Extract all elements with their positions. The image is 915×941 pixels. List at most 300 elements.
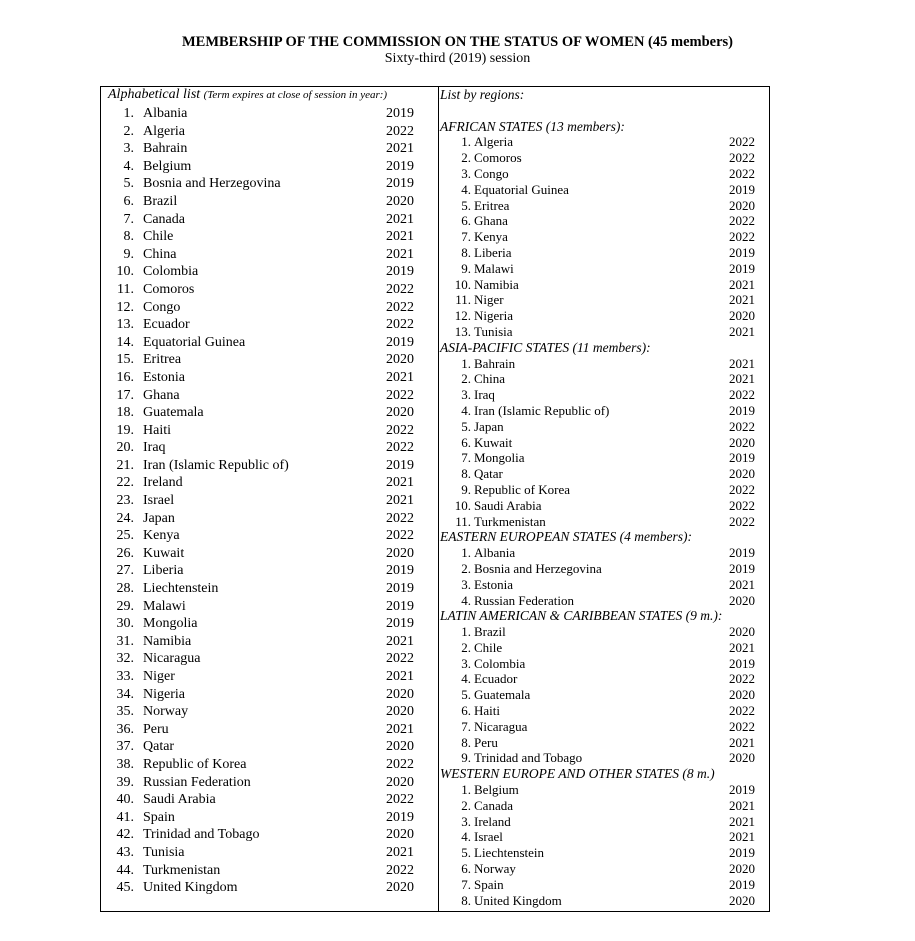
member-year: 2020 xyxy=(386,352,414,368)
member-year: 2022 xyxy=(386,281,414,297)
column-divider xyxy=(438,86,439,912)
region-member-name: Ireland xyxy=(474,813,511,829)
member-num: 31. xyxy=(116,633,134,649)
region-member-year: 2019 xyxy=(729,545,755,561)
region-list-item xyxy=(440,640,760,656)
list-item xyxy=(108,193,428,211)
region-member-num: 7. xyxy=(461,450,471,466)
member-year: 2019 xyxy=(386,598,414,614)
member-year: 2020 xyxy=(386,545,414,561)
region-list-item xyxy=(440,277,760,293)
region-member-name: Congo xyxy=(474,165,509,181)
region-member-year: 2021 xyxy=(729,576,755,592)
region-list-item xyxy=(440,719,760,735)
list-item xyxy=(108,598,428,616)
member-num: 43. xyxy=(116,844,134,860)
member-num: 15. xyxy=(116,352,134,368)
member-name: Canada xyxy=(143,211,185,227)
member-year: 2021 xyxy=(386,369,414,385)
member-year: 2020 xyxy=(386,704,414,720)
region-member-num: 1. xyxy=(461,624,471,640)
region-member-year: 2022 xyxy=(729,481,755,497)
member-name: Qatar xyxy=(143,739,175,755)
region-member-year: 2022 xyxy=(729,150,755,166)
region-member-year: 2020 xyxy=(729,624,755,640)
region-member-name: Canada xyxy=(474,797,513,813)
member-year: 2021 xyxy=(386,669,414,684)
region-member-year: 2020 xyxy=(729,434,755,450)
list-item xyxy=(108,105,428,123)
region-member-year: 2021 xyxy=(729,323,755,339)
member-year: 2020 xyxy=(386,739,414,755)
list-item xyxy=(108,140,428,158)
list-item xyxy=(108,774,428,792)
region-member-year: 2019 xyxy=(729,181,755,197)
member-year: 2022 xyxy=(386,440,414,456)
region-member-year: 2021 xyxy=(729,797,755,813)
region-member-name: Spain xyxy=(474,876,504,892)
region-member-name: Japan xyxy=(474,418,504,434)
member-name: Congo xyxy=(143,299,181,315)
region-member-year: 2019 xyxy=(729,244,755,260)
list-item xyxy=(108,299,428,317)
member-name: Haiti xyxy=(143,422,171,438)
member-year: 2019 xyxy=(386,809,414,825)
member-num: 36. xyxy=(116,721,134,737)
region-member-year: 2019 xyxy=(729,876,755,892)
region-member-name: Belgium xyxy=(474,782,519,798)
member-num: 4. xyxy=(123,158,134,174)
list-item xyxy=(108,703,428,721)
list-item xyxy=(108,879,428,897)
region-member-year: 2020 xyxy=(729,861,755,877)
member-num: 21. xyxy=(116,457,134,473)
region-member-name: Liechtenstein xyxy=(474,845,545,861)
list-item xyxy=(108,369,428,387)
member-name: Bahrain xyxy=(143,141,188,157)
member-num: 7. xyxy=(123,211,134,227)
member-name: Tunisia xyxy=(143,844,185,860)
member-name: Guatemala xyxy=(143,405,204,421)
member-year: 2019 xyxy=(386,158,414,174)
member-name: Albania xyxy=(143,106,188,121)
region-member-num: 3. xyxy=(461,813,471,829)
list-item xyxy=(108,404,428,422)
region-member-num: 9. xyxy=(461,481,471,497)
region-list-item xyxy=(440,166,760,182)
member-num: 17. xyxy=(116,387,134,403)
member-year: 2022 xyxy=(386,123,414,139)
member-name: Ireland xyxy=(143,475,183,491)
member-year: 2020 xyxy=(386,880,414,896)
member-year: 2022 xyxy=(386,317,414,333)
region-member-name: Iran (Islamic Republic of) xyxy=(474,402,610,418)
region-member-year: 2021 xyxy=(729,829,755,845)
region-member-name: Haiti xyxy=(474,703,500,719)
member-name: Ghana xyxy=(143,387,180,403)
region-list-item xyxy=(440,624,760,640)
member-year: 2019 xyxy=(386,581,414,597)
member-year: 2019 xyxy=(386,616,414,632)
region-member-name: Norway xyxy=(474,861,516,877)
member-name: Eritrea xyxy=(143,352,182,368)
region-member-num: 10. xyxy=(454,276,471,292)
region-member-name: Peru xyxy=(474,734,498,750)
member-name: Brazil xyxy=(143,193,178,209)
member-num: 6. xyxy=(123,193,134,209)
region-member-name: Chile xyxy=(474,639,503,655)
region-member-num: 8. xyxy=(461,892,471,908)
member-name: Japan xyxy=(143,510,175,526)
region-member-num: 9. xyxy=(461,260,471,276)
region-member-year: 2022 xyxy=(729,497,755,513)
list-item xyxy=(108,580,428,598)
region-list-item xyxy=(440,656,760,672)
page-title: MEMBERSHIP OF THE COMMISSION ON THE STATUS OF WOMEN (45 members) xyxy=(181,34,734,50)
list-item xyxy=(108,211,428,229)
region-member-name: Russian Federation xyxy=(474,592,575,608)
list-item xyxy=(108,721,428,739)
member-name: Belgium xyxy=(143,158,192,174)
region-member-year: 2021 xyxy=(729,276,755,292)
member-year: 2022 xyxy=(386,528,414,544)
region-member-num: 5. xyxy=(461,687,471,703)
region-list-item xyxy=(440,671,760,687)
region-member-name: Tunisia xyxy=(474,323,513,339)
region-member-year: 2019 xyxy=(729,782,755,798)
region-member-num: 6. xyxy=(461,213,471,229)
member-year: 2021 xyxy=(386,141,414,157)
region-list-item xyxy=(440,545,760,561)
member-num: 40. xyxy=(116,792,134,808)
list-item xyxy=(108,387,428,405)
list-item xyxy=(108,175,428,193)
region-member-num: 2. xyxy=(461,797,471,813)
region-member-name: Saudi Arabia xyxy=(474,497,542,513)
region-member-name: Kenya xyxy=(474,229,508,245)
list-item xyxy=(108,809,428,827)
list-item xyxy=(108,650,428,668)
member-year: 2021 xyxy=(386,493,414,509)
region-member-num: 4. xyxy=(461,402,471,418)
list-item xyxy=(108,862,428,880)
region-member-year: 2021 xyxy=(729,734,755,750)
list-item xyxy=(108,668,428,686)
region-list-item xyxy=(440,593,760,609)
member-name: Malawi xyxy=(143,598,186,614)
member-num: 1. xyxy=(123,106,134,121)
region-member-name: Guatemala xyxy=(474,687,531,703)
region-member-num: 4. xyxy=(461,592,471,608)
region-list-item xyxy=(440,814,760,830)
region-member-name: Namibia xyxy=(474,276,519,292)
member-year: 2021 xyxy=(386,721,414,737)
region-member-num: 6. xyxy=(461,861,471,877)
region-list-item xyxy=(440,482,760,498)
region-member-name: Niger xyxy=(474,292,504,308)
region-list-item xyxy=(440,324,760,340)
member-year: 2021 xyxy=(386,229,414,245)
region-list-item xyxy=(440,829,760,845)
member-num: 44. xyxy=(116,862,134,878)
region-member-name: Comoros xyxy=(474,150,522,166)
member-num: 27. xyxy=(116,563,134,579)
region-member-year: 2019 xyxy=(729,260,755,276)
member-num: 42. xyxy=(116,827,134,843)
member-num: 30. xyxy=(116,616,134,632)
member-name: Saudi Arabia xyxy=(143,792,216,808)
member-num: 12. xyxy=(116,299,134,315)
member-num: 38. xyxy=(116,756,134,772)
region-member-num: 4. xyxy=(461,671,471,687)
region-member-name: Bosnia and Herzegovina xyxy=(474,560,602,576)
region-member-num: 1. xyxy=(461,355,471,371)
member-num: 26. xyxy=(116,545,134,561)
list-item xyxy=(108,756,428,774)
list-item xyxy=(108,246,428,264)
region-member-num: 12. xyxy=(454,308,471,324)
list-item xyxy=(108,633,428,651)
alphabetical-heading-label: Alphabetical list xyxy=(108,87,201,102)
region-member-num: 7. xyxy=(461,229,471,245)
member-year: 2020 xyxy=(386,827,414,843)
member-name: Nigeria xyxy=(143,686,185,702)
member-name: Ecuador xyxy=(143,317,190,333)
region-member-num: 11. xyxy=(455,292,471,308)
region-member-year: 2021 xyxy=(729,639,755,655)
region-list-item xyxy=(440,845,760,861)
member-num: 2. xyxy=(123,123,134,139)
region-member-num: 7. xyxy=(461,718,471,734)
member-year: 2022 xyxy=(386,651,414,667)
region-member-num: 3. xyxy=(461,165,471,181)
region-member-year: 2022 xyxy=(729,671,755,687)
list-item xyxy=(108,738,428,756)
region-list-item xyxy=(440,798,760,814)
region-title: EASTERN EUROPEAN STATES (4 members): xyxy=(440,529,692,545)
member-year: 2019 xyxy=(386,563,414,579)
region-member-year: 2022 xyxy=(729,134,755,150)
region-member-year: 2022 xyxy=(729,165,755,181)
region-list-item xyxy=(440,308,760,324)
region-member-num: 7. xyxy=(461,876,471,892)
region-list-item xyxy=(440,893,760,909)
member-year: 2019 xyxy=(386,264,414,280)
list-item xyxy=(108,545,428,563)
member-year: 2022 xyxy=(386,756,414,772)
region-list-item xyxy=(440,703,760,719)
region-member-num: 1. xyxy=(461,545,471,561)
member-num: 5. xyxy=(123,176,134,192)
member-year: 2019 xyxy=(386,176,414,192)
member-year: 2019 xyxy=(386,106,414,121)
list-item xyxy=(108,844,428,862)
region-member-year: 2019 xyxy=(729,402,755,418)
region-member-num: 6. xyxy=(461,703,471,719)
region-list-item xyxy=(440,877,760,893)
member-name: Norway xyxy=(143,704,189,720)
region-member-num: 8. xyxy=(461,466,471,482)
member-year: 2019 xyxy=(386,334,414,350)
member-num: 35. xyxy=(116,704,134,720)
region-member-num: 8. xyxy=(461,244,471,260)
region-list-item xyxy=(440,498,760,514)
member-year: 2020 xyxy=(386,686,414,702)
member-name: Liberia xyxy=(143,563,184,579)
region-member-year: 2022 xyxy=(729,718,755,734)
region-list-item xyxy=(440,150,760,166)
alphabetical-heading xyxy=(108,87,387,103)
region-member-name: Turkmenistan xyxy=(474,513,546,529)
region-member-num: 3. xyxy=(461,387,471,403)
member-num: 32. xyxy=(116,651,134,667)
member-name: Israel xyxy=(143,493,175,509)
member-year: 2020 xyxy=(386,193,414,209)
list-item xyxy=(108,334,428,352)
region-member-name: Trinidad and Tobago xyxy=(474,750,583,766)
member-name: Bosnia and Herzegovina xyxy=(143,176,281,192)
region-member-num: 3. xyxy=(461,655,471,671)
alphabetical-list xyxy=(108,105,428,897)
region-member-num: 2. xyxy=(461,560,471,576)
region-member-year: 2021 xyxy=(729,292,755,308)
region-member-num: 3. xyxy=(461,576,471,592)
region-member-name: Estonia xyxy=(474,576,513,592)
member-num: 11. xyxy=(117,281,134,297)
member-num: 10. xyxy=(116,264,134,280)
region-list-item xyxy=(440,466,760,482)
member-year: 2022 xyxy=(386,510,414,526)
region-list-item xyxy=(440,435,760,451)
region-member-year: 2020 xyxy=(729,466,755,482)
region-list-item xyxy=(440,229,760,245)
member-year: 2022 xyxy=(386,387,414,403)
list-item xyxy=(108,826,428,844)
region-list-item xyxy=(440,245,760,261)
member-num: 25. xyxy=(116,528,134,544)
list-item xyxy=(108,510,428,528)
region-member-year: 2022 xyxy=(729,229,755,245)
region-member-name: Bahrain xyxy=(474,355,516,371)
region-member-name: Brazil xyxy=(474,624,506,640)
region-member-name: United Kingdom xyxy=(474,892,562,908)
region-list-item xyxy=(440,514,760,530)
member-name: Peru xyxy=(143,721,169,737)
member-num: 22. xyxy=(116,475,134,491)
region-member-year: 2021 xyxy=(729,355,755,371)
region-member-name: Iraq xyxy=(474,387,495,403)
region-list-item xyxy=(440,861,760,877)
member-year: 2022 xyxy=(386,862,414,878)
member-name: Spain xyxy=(143,809,175,825)
region-list-item xyxy=(440,261,760,277)
region-member-num: 8. xyxy=(461,734,471,750)
member-name: Chile xyxy=(143,229,174,245)
region-member-name: Republic of Korea xyxy=(474,481,571,497)
region-member-num: 13. xyxy=(454,323,471,339)
region-member-name: Colombia xyxy=(474,655,526,671)
spacer xyxy=(440,103,760,119)
region-member-name: Ghana xyxy=(474,213,508,229)
region-member-num: 5. xyxy=(461,845,471,861)
region-member-year: 2019 xyxy=(729,450,755,466)
page-subtitle: Sixty-third (2019) session xyxy=(384,51,531,66)
member-num: 45. xyxy=(116,880,134,896)
list-item xyxy=(108,158,428,176)
regions-list xyxy=(440,87,760,908)
region-member-year: 2020 xyxy=(729,750,755,766)
list-item xyxy=(108,422,428,440)
region-member-num: 2. xyxy=(461,371,471,387)
member-name: Turkmenistan xyxy=(143,862,221,878)
list-item xyxy=(108,686,428,704)
member-num: 14. xyxy=(116,334,134,350)
region-title: AFRICAN STATES (13 members): xyxy=(440,118,625,134)
list-item xyxy=(108,492,428,510)
member-num: 9. xyxy=(123,246,134,262)
member-name: Niger xyxy=(143,669,175,684)
member-name: Colombia xyxy=(143,264,199,280)
member-name: Trinidad and Tobago xyxy=(143,827,260,843)
region-list-item xyxy=(440,687,760,703)
member-name: Equatorial Guinea xyxy=(143,334,246,350)
member-year: 2020 xyxy=(386,405,414,421)
member-num: 16. xyxy=(116,369,134,385)
member-name: Estonia xyxy=(143,369,185,385)
member-name: Nicaragua xyxy=(143,651,201,667)
region-member-name: Malawi xyxy=(474,260,514,276)
list-item xyxy=(108,351,428,369)
region-member-num: 1. xyxy=(461,782,471,798)
region-list-item xyxy=(440,577,760,593)
member-num: 19. xyxy=(116,422,134,438)
member-num: 13. xyxy=(116,317,134,333)
region-member-name: Algeria xyxy=(474,134,513,150)
region-member-num: 6. xyxy=(461,434,471,450)
member-num: 20. xyxy=(116,440,134,456)
member-name: Comoros xyxy=(143,281,195,297)
member-name: China xyxy=(143,246,177,262)
member-name: United Kingdom xyxy=(143,880,238,896)
region-member-num: 10. xyxy=(454,497,471,513)
member-num: 29. xyxy=(116,598,134,614)
region-member-name: Liberia xyxy=(474,244,512,260)
list-item xyxy=(108,474,428,492)
region-member-year: 2022 xyxy=(729,213,755,229)
region-title: WESTERN EUROPE AND OTHER STATES (8 m.) xyxy=(440,766,715,782)
region-member-name: Mongolia xyxy=(474,450,525,466)
member-year: 2019 xyxy=(386,457,414,473)
member-name: Namibia xyxy=(143,633,192,649)
list-item xyxy=(108,228,428,246)
member-num: 18. xyxy=(116,405,134,421)
region-list-item xyxy=(440,450,760,466)
member-num: 23. xyxy=(116,493,134,509)
region-member-name: Ecuador xyxy=(474,671,518,687)
member-name: Russian Federation xyxy=(143,774,251,790)
region-list-item xyxy=(440,750,760,766)
list-item xyxy=(108,123,428,141)
region-member-name: Nicaragua xyxy=(474,718,528,734)
list-item xyxy=(108,281,428,299)
region-member-year: 2020 xyxy=(729,892,755,908)
region-member-name: China xyxy=(474,371,506,387)
member-num: 34. xyxy=(116,686,134,702)
region-member-year: 2022 xyxy=(729,418,755,434)
member-num: 39. xyxy=(116,774,134,790)
region-list-item xyxy=(440,387,760,403)
list-item xyxy=(108,527,428,545)
